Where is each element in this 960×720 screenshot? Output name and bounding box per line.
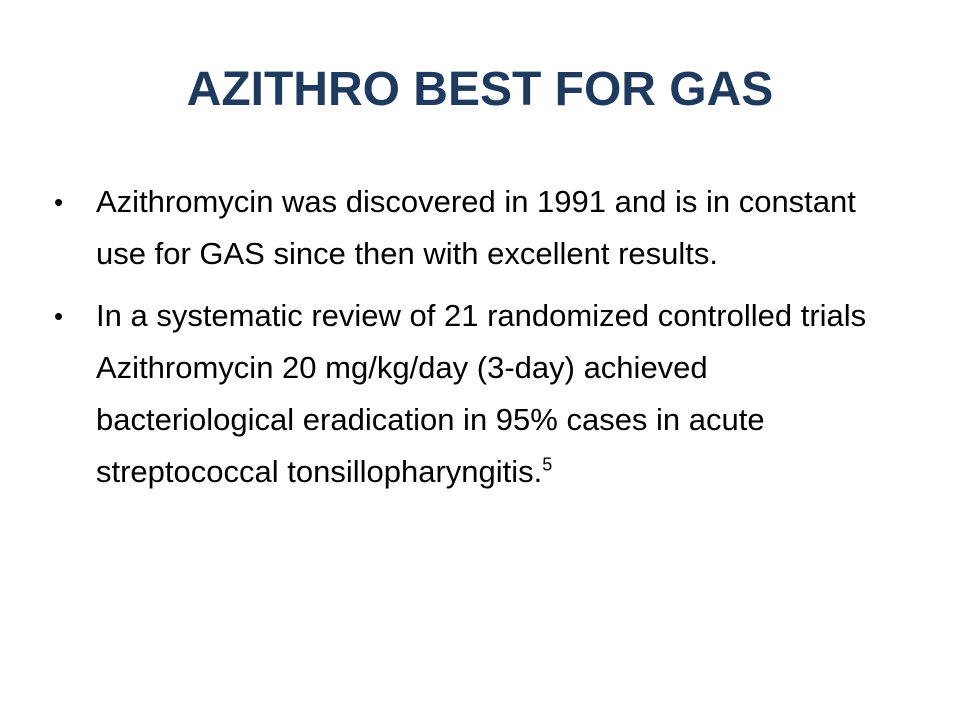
citation-superscript: 5 (542, 454, 553, 475)
bullet-text: In a systematic review of 21 randomized controlled trials Azithromycin 20 mg/kg/day (3-day) achieved bacteriological eradication in 95% cases in acute streptococcal tonsillopharyngitis. (96, 298, 867, 489)
slide-title: AZITHRO BEST FOR GAS (186, 63, 774, 116)
bullet-marker: • (54, 301, 64, 331)
bullet-marker: • (54, 187, 64, 217)
bullet-item (54, 290, 914, 498)
bullet-text-container (96, 290, 914, 498)
bullet-item (54, 176, 914, 280)
bullet-list (54, 176, 914, 508)
bullet-text: Azithromycin was discovered in 1991 and is in constant use for GAS since then with excellent results. (96, 184, 856, 271)
